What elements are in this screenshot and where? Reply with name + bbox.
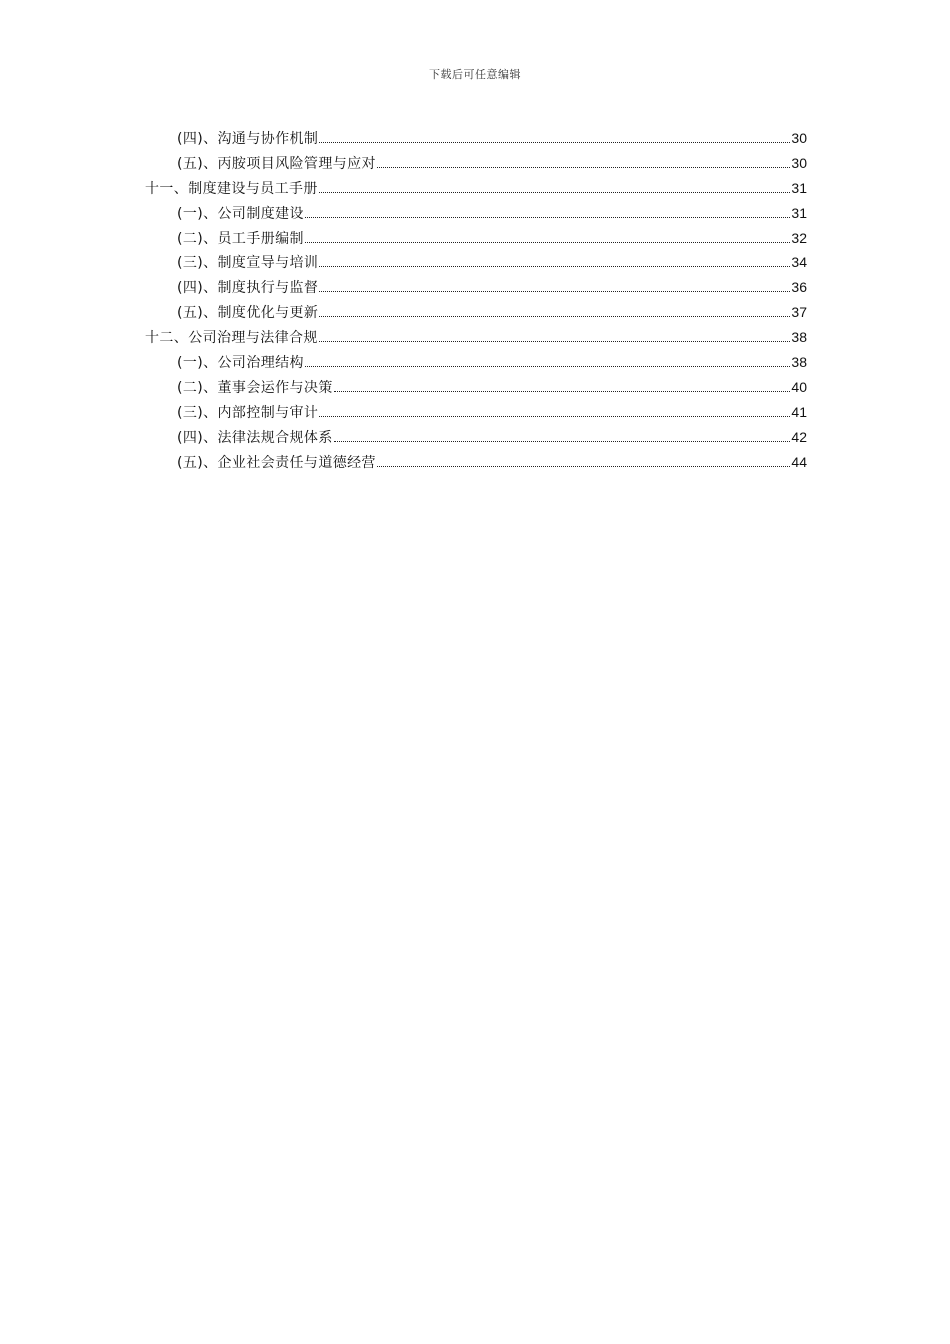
toc-entry-title: (五)、制度优化与更新: [177, 305, 319, 322]
toc-entry[interactable]: [145, 250, 807, 275]
toc-entry-title: (一)、公司治理结构: [177, 355, 304, 372]
toc-dot-leader: [377, 466, 790, 467]
toc-entry-title: (一)、公司制度建设: [177, 205, 304, 222]
toc-dot-leader: [319, 266, 790, 267]
toc-entry-page: 38: [791, 354, 807, 371]
toc-entry-page: 37: [791, 304, 807, 321]
toc-entry-page: 32: [791, 229, 807, 246]
toc-dot-leader: [319, 192, 791, 193]
toc-entry-page: 41: [791, 403, 807, 420]
toc-dot-leader: [305, 366, 790, 367]
toc-entry-title: (四)、沟通与协作机制: [177, 131, 319, 147]
page-header: 下载后可任意编辑: [429, 68, 521, 81]
toc-chapter-entry[interactable]: [145, 176, 807, 201]
toc-entry-title: (五)、丙胺项目风险管理与应对: [177, 155, 376, 172]
toc-entry-title: (四)、法律法规合规体系: [177, 429, 333, 446]
toc-entry[interactable]: [145, 375, 807, 400]
toc-dot-leader: [334, 441, 791, 442]
toc-entry-title: (四)、制度执行与监督: [177, 280, 319, 297]
toc-entry-page: 31: [791, 204, 807, 221]
toc-entry[interactable]: [145, 425, 807, 450]
toc-entry-title: (三)、内部控制与审计: [177, 404, 319, 421]
toc-chapter-entry[interactable]: [145, 325, 807, 350]
toc-entry[interactable]: [145, 226, 807, 251]
toc-entry[interactable]: [145, 400, 807, 425]
toc-dot-leader: [305, 217, 790, 218]
toc-entry-title: 十二、公司治理与法律合规: [145, 330, 318, 347]
toc-entry-title: (五)、企业社会责任与道德经营: [177, 454, 376, 471]
toc-entry[interactable]: [145, 201, 807, 226]
toc-entry[interactable]: [145, 300, 807, 325]
toc-entry-page: 30: [791, 130, 807, 146]
toc-dot-leader: [319, 142, 790, 143]
toc-entry-title: (二)、员工手册编制: [177, 230, 304, 247]
toc-entry[interactable]: [145, 350, 807, 375]
toc-entry-page: 30: [791, 154, 807, 171]
toc-entry[interactable]: [145, 450, 807, 475]
table-of-contents: [145, 126, 807, 474]
toc-entry-page: 34: [791, 254, 807, 271]
toc-entry[interactable]: [145, 151, 807, 176]
toc-entry[interactable]: [145, 126, 807, 151]
toc-entry-page: 42: [791, 428, 807, 445]
toc-entry-title: 十一、制度建设与员工手册: [145, 180, 318, 197]
toc-dot-leader: [377, 167, 790, 168]
toc-entry-page: 31: [791, 179, 807, 196]
toc-dot-leader: [319, 316, 790, 317]
toc-entry[interactable]: [145, 275, 807, 300]
toc-entry-page: 36: [791, 279, 807, 296]
toc-entry-title: (三)、制度宣导与培训: [177, 255, 319, 272]
toc-entry-page: 40: [791, 378, 807, 395]
toc-dot-leader: [319, 291, 790, 292]
toc-entry-title: (二)、董事会运作与决策: [177, 379, 333, 396]
toc-dot-leader: [319, 416, 790, 417]
toc-entry-page: 44: [791, 453, 807, 470]
toc-dot-leader: [319, 341, 791, 342]
toc-entry-page: 38: [791, 329, 807, 346]
toc-dot-leader: [305, 242, 790, 243]
toc-dot-leader: [334, 391, 791, 392]
